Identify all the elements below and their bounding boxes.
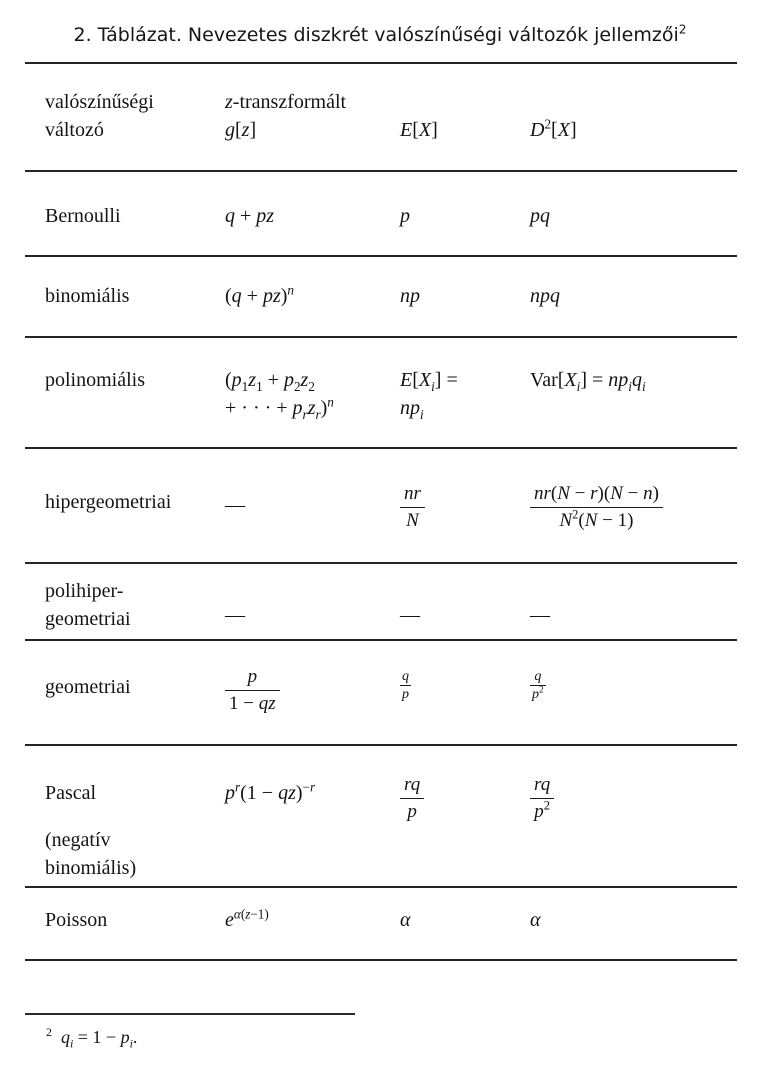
pascal-variance-fraction bbox=[530, 774, 554, 822]
polyhypergeometric-gz-dash: — bbox=[225, 604, 245, 626]
table-rule-below-hypergeometric bbox=[25, 562, 737, 564]
hypergeometric-variance bbox=[530, 483, 663, 531]
bernoulli-variance: pq bbox=[530, 205, 550, 227]
polynomial-gz-line1: ($p_1z_1 + p_2z_2$ bbox=[225, 369, 315, 394]
pascal-variance bbox=[530, 774, 554, 822]
table-caption bbox=[0, 24, 760, 46]
polyhypergeometric-name bbox=[45, 577, 131, 633]
geometric-mean-fraction bbox=[400, 669, 411, 702]
polynomial-gz-line2: + · · · + $p_rz_r)^n$ bbox=[225, 394, 334, 422]
header-ztransform-line1 bbox=[225, 88, 346, 116]
fraction-denominator: $N^2(N - 1)$ bbox=[530, 507, 663, 531]
fraction-numerator: p bbox=[247, 666, 258, 687]
pascal-mean bbox=[400, 774, 424, 822]
geometric-mean bbox=[400, 669, 411, 702]
bernoulli-name: Bernoulli bbox=[45, 205, 121, 227]
pascal-mean-fraction bbox=[400, 774, 424, 822]
footnote-rule bbox=[25, 1013, 355, 1015]
poisson-mean: α bbox=[400, 909, 411, 931]
footnote bbox=[46, 1024, 137, 1050]
table-rule-below-binomial bbox=[25, 336, 737, 338]
binomial-gz: (q + pz)$^n$ bbox=[225, 282, 295, 307]
fraction-numerator: rq bbox=[404, 774, 421, 795]
table-rule-below-bernoulli bbox=[25, 255, 737, 257]
table-caption-text: 2. Táblázat. Nevezetes diszkrét valószínűségi változók jellemzői bbox=[73, 24, 679, 46]
pascal-name: Pascal bbox=[45, 782, 97, 804]
table-rule-below-polyhypergeometric bbox=[25, 639, 737, 641]
polynomial-mean bbox=[400, 366, 458, 422]
polyhypergeometric-name-line2: geometriai bbox=[45, 608, 131, 630]
header-ztransform-line2: g[z] bbox=[225, 119, 257, 141]
hypergeometric-mean-fraction bbox=[400, 483, 425, 531]
table-rule-below-polynomial bbox=[25, 447, 737, 449]
fraction-numerator: nr bbox=[404, 483, 421, 504]
header-ztransform-z: z bbox=[225, 91, 233, 113]
header-mean: E[X] bbox=[400, 119, 438, 141]
fraction-numerator: rq bbox=[534, 774, 551, 795]
table-rule-below-geometric bbox=[25, 744, 737, 746]
binomial-name: binomiális bbox=[45, 285, 130, 307]
geometric-gz-fraction bbox=[225, 666, 280, 714]
table-rule-below-header bbox=[25, 170, 737, 172]
hypergeometric-variance-fraction bbox=[530, 483, 663, 531]
geometric-variance bbox=[530, 669, 546, 702]
fraction-denominator: N bbox=[400, 507, 425, 531]
bernoulli-mean: p bbox=[400, 205, 410, 227]
caption-footnote-marker: 2 bbox=[678, 22, 687, 37]
pascal-name-line3: binomiális) bbox=[45, 857, 137, 879]
polynomial-variance: $Var[X_i] = np_iq_i$ bbox=[530, 369, 646, 394]
poisson-variance: α bbox=[530, 909, 541, 931]
header-variable bbox=[45, 88, 154, 144]
polyhypergeometric-mean-dash: — bbox=[400, 604, 420, 626]
poisson-gz: $e^{\alpha(z-1)}$ bbox=[225, 906, 269, 931]
hypergeometric-gz-dash: — bbox=[225, 494, 245, 516]
poisson-name: Poisson bbox=[45, 909, 108, 931]
hypergeometric-name: hipergeometriai bbox=[45, 491, 172, 513]
table-rule-bottom bbox=[25, 959, 737, 961]
hypergeometric-mean bbox=[400, 483, 425, 531]
geometric-gz bbox=[225, 666, 280, 714]
fraction-denominator: p bbox=[402, 687, 409, 702]
polyhypergeometric-variance-dash: — bbox=[530, 604, 550, 626]
header-variable-line2: változó bbox=[45, 119, 104, 141]
table-rule-top bbox=[25, 62, 737, 64]
polynomial-gz bbox=[225, 366, 334, 422]
fraction-numerator: q bbox=[534, 669, 542, 684]
fraction-numerator: nr(N − r)(N − n) bbox=[534, 483, 659, 504]
fraction-denominator: 1 − qz bbox=[225, 690, 280, 714]
polynomial-mean-line2: $np_i$ bbox=[400, 397, 424, 422]
polyhypergeometric-name-line1: polihiper- bbox=[45, 580, 124, 602]
binomial-variance: npq bbox=[530, 285, 560, 307]
header-variance: $D^2[X]$ bbox=[530, 116, 577, 141]
header-variable-line1: valószínűségi bbox=[45, 91, 154, 113]
pascal-gz: $p^r(1 - qz)^{-r}$ bbox=[225, 779, 316, 804]
polynomial-mean-line1: $E[X_i]$ = bbox=[400, 369, 458, 394]
geometric-variance-fraction bbox=[530, 669, 546, 702]
binomial-mean: np bbox=[400, 285, 420, 307]
header-ztransform-rest: -transzformált bbox=[232, 91, 347, 113]
header-ztransform bbox=[225, 88, 346, 144]
pascal-name-line2: (negatív bbox=[45, 829, 111, 851]
fraction-denominator: p bbox=[400, 798, 424, 822]
fraction-denominator: $p^2$ bbox=[530, 798, 554, 822]
bernoulli-gz: q + pz bbox=[225, 205, 275, 227]
table-rule-below-pascal bbox=[25, 886, 737, 888]
footnote-text: $q_i = 1 - p_i$. bbox=[60, 1027, 138, 1051]
polynomial-name: polinomiális bbox=[45, 369, 145, 391]
fraction-numerator: q bbox=[402, 669, 409, 684]
fraction-denominator: $p^2$ bbox=[532, 684, 544, 702]
geometric-name: geometriai bbox=[45, 676, 131, 698]
footnote-marker: 2 bbox=[46, 1025, 52, 1039]
